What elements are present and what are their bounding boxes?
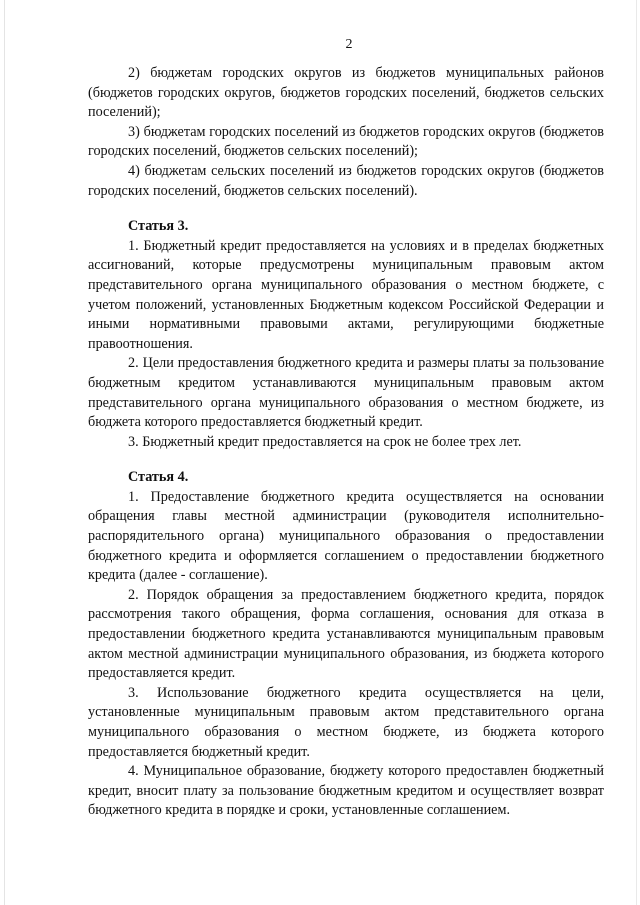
intro-list bbox=[88, 64, 604, 201]
article-4 bbox=[88, 468, 604, 821]
intro-item-2: 2) бюджетам городских округов из бюджетов муниципальных районов (бюджетов городских округов, бюджетов городских поселений, бюджетов сельских поселений); bbox=[88, 65, 604, 121]
page-number: 2 bbox=[345, 37, 353, 52]
article-3-paragraph-2: 2. Цели предоставления бюджетного кредита и размеры платы за пользование бюджетным кредитом устанавливаются муниципальным правовым актом представительного органа муниципального образования о местном бюджете, из бюджета которого предоставляется бюджетный кредит. bbox=[88, 355, 604, 431]
article-3-paragraph-3: 3. Бюджетный кредит предоставляется на срок не более трех лет. bbox=[128, 433, 522, 450]
article-4-heading: Статья 4. bbox=[128, 469, 189, 486]
article-4-paragraph-2: 2. Порядок обращения за предоставлением бюджетного кредита, порядок рассмотрения такого обращения, форма соглашения, основания для отказа в предоставлении бюджетного кредита устанавливаются муниципальным правовым актом местной администрации муниципального образования, из бюджета которого предоставляется кредит. bbox=[88, 586, 604, 682]
article-4-paragraph-4: 4. Муниципальное образование, бюджету которого предоставлен бюджетный кредит, вносит плату за пользование бюджетным кредитом и осуществляет возврат бюджетного кредита в порядке и сроки, установленные соглашением. bbox=[88, 763, 604, 819]
intro-item-4: 4) бюджетам сельских поселений из бюджетов городских округов (бюджетов городских поселений, бюджетов сельских поселений). bbox=[88, 162, 604, 199]
intro-item-3: 3) бюджетам городских поселений из бюджетов городских округов (бюджетов городских поселений, бюджетов сельских поселений); bbox=[88, 123, 604, 160]
article-3-heading: Статья 3. bbox=[128, 218, 189, 235]
article-3 bbox=[88, 217, 604, 452]
article-4-paragraph-3: 3. Использование бюджетного кредита осуществляется на цели, установленные муниципальным правовым актом представительного органа муниципального образования о местном бюджете, из бюджета которого предоставляется бюджетный кредит. bbox=[88, 684, 604, 760]
article-3-paragraph-1: 1. Бюджетный кредит предоставляется на условиях и в пределах бюджетных ассигнований, которые предусмотрены муниципальным правовым актом представительного органа муниципального образования о местном бюджете, с учетом положений, установленных Бюджетным кодексом Российской Федерации и иными нормативными правовыми актами, регулирующими бюджетные правоотношения. bbox=[88, 237, 604, 352]
article-4-paragraph-1: 1. Предоставление бюджетного кредита осуществляется на основании обращения главы местной администрации (руководителя исполнительно-распорядительного органа) муниципального образования о предоставлении бюджетного кредита и оформляется соглашением о предоставлении бюджетного кредита (далее - соглашение). bbox=[88, 488, 604, 584]
